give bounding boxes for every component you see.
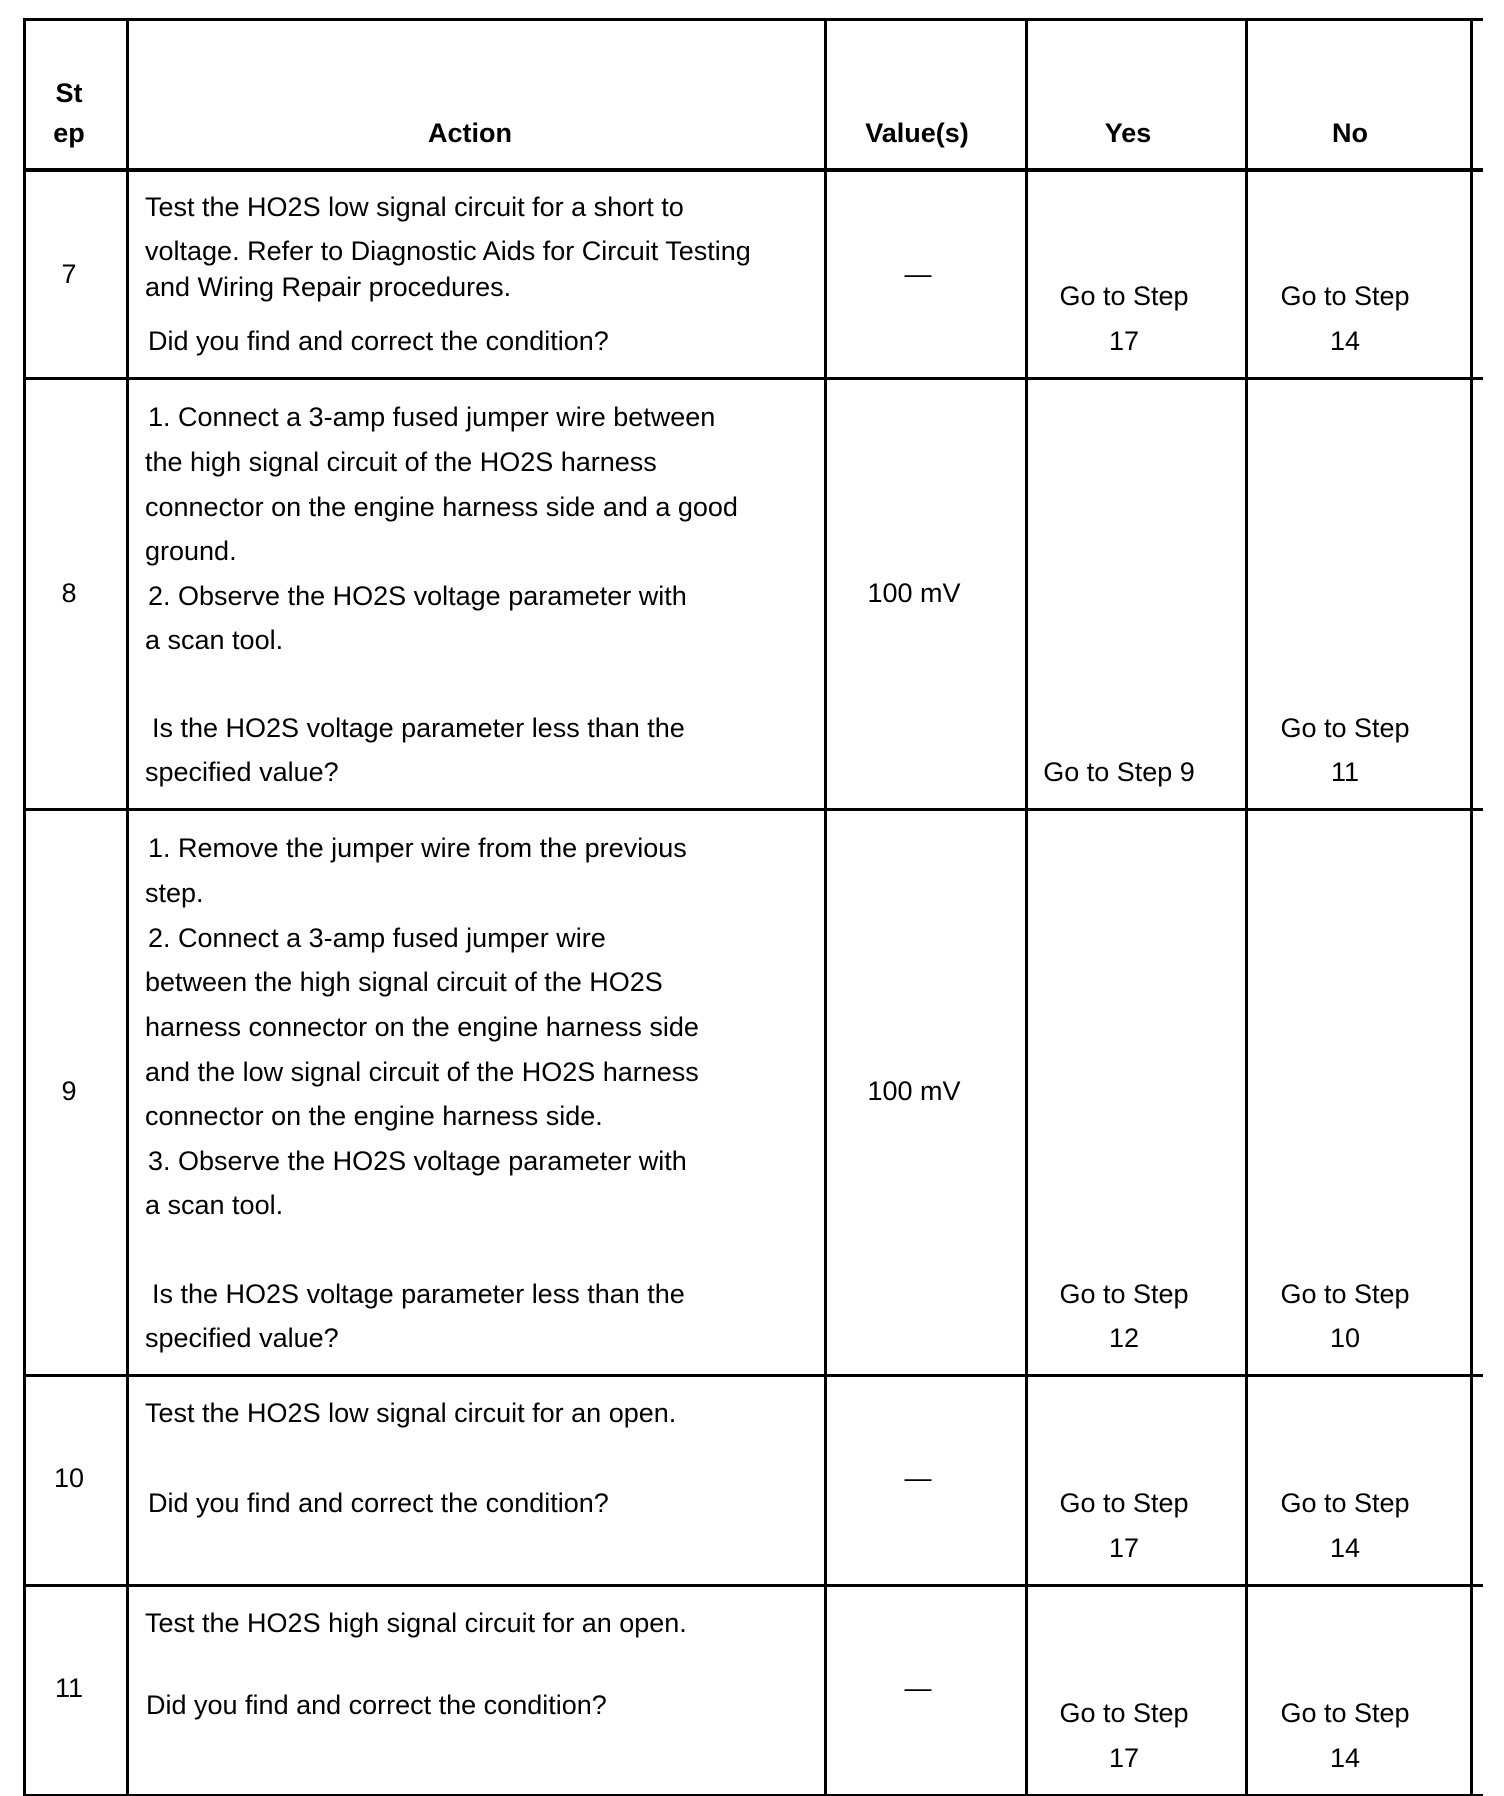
action-text-line: ground. <box>145 536 237 566</box>
action-text-line: 2. Connect a 3-amp fused jumper wire <box>148 923 606 953</box>
yes-result: 17 <box>1108 326 1140 356</box>
no-result: Go to Step <box>1280 1279 1410 1309</box>
no-result: 11 <box>1330 757 1360 787</box>
value-cell: 100 mV <box>867 578 961 608</box>
no-result: Go to Step <box>1280 1698 1410 1728</box>
step-number: 11 <box>54 1673 84 1703</box>
action-text-line: the high signal circuit of the HO2S harness <box>145 447 657 477</box>
column-divider <box>126 18 129 1796</box>
yes-result: Go to Step <box>1059 281 1189 311</box>
yes-result: 17 <box>1108 1743 1140 1773</box>
action-text-line: connector on the engine harness side and a good <box>145 492 738 522</box>
step-number: 9 <box>61 1076 77 1106</box>
action-text-line: voltage. Refer to Diagnostic Aids for Circuit Testing <box>145 236 751 266</box>
action-question: Is the HO2S voltage parameter less than the <box>152 1279 685 1309</box>
header-divider <box>23 168 1483 172</box>
row-divider <box>23 1374 1483 1377</box>
header-yes: Yes <box>1104 118 1152 148</box>
action-question: specified value? <box>145 1323 339 1353</box>
value-cell: — <box>904 1673 932 1703</box>
no-result: 14 <box>1329 326 1361 356</box>
no-result: Go to Step <box>1280 713 1410 743</box>
action-question: Did you find and correct the condition? <box>146 1690 607 1720</box>
yes-result: Go to Step 9 <box>1043 757 1195 787</box>
action-text-line: a scan tool. <box>145 1190 284 1220</box>
yes-result: Go to Step <box>1059 1698 1189 1728</box>
header-no: No <box>1332 118 1368 148</box>
action-text-line: step. <box>145 878 204 908</box>
column-divider <box>1245 18 1248 1796</box>
action-question: Did you find and correct the condition? <box>148 326 609 356</box>
table-border-top <box>23 18 1483 21</box>
column-divider <box>1025 18 1028 1796</box>
action-text-line: Test the HO2S low signal circuit for an open. <box>145 1398 677 1428</box>
no-result: Go to Step <box>1280 281 1410 311</box>
action-text-line: 1. Connect a 3-amp fused jumper wire between <box>148 402 716 432</box>
yes-result: 17 <box>1108 1533 1140 1563</box>
no-result: 14 <box>1329 1743 1361 1773</box>
value-cell: — <box>904 259 932 289</box>
action-text-line: Test the HO2S high signal circuit for an open. <box>145 1608 687 1638</box>
header-step-line1: St <box>55 78 83 108</box>
action-text-line: 2. Observe the HO2S voltage parameter with <box>148 581 687 611</box>
action-text-line: harness connector on the engine harness side <box>145 1012 699 1042</box>
step-number: 7 <box>61 259 77 289</box>
action-text-line: and Wiring Repair procedures. <box>145 272 512 302</box>
header-values: Value(s) <box>865 118 969 148</box>
action-text-line: connector on the engine harness side. <box>145 1101 603 1131</box>
table-border-left <box>23 18 26 1796</box>
value-cell: 100 mV <box>867 1076 961 1106</box>
header-action: Action <box>428 118 512 148</box>
value-cell: — <box>904 1463 932 1493</box>
yes-result: Go to Step <box>1059 1488 1189 1518</box>
yes-result: 12 <box>1108 1323 1140 1353</box>
no-result: 10 <box>1329 1323 1361 1353</box>
action-text-line: between the high signal circuit of the HO2S <box>145 967 663 997</box>
action-text-line: 3. Observe the HO2S voltage parameter with <box>148 1146 687 1176</box>
action-text-line: and the low signal circuit of the HO2S harness <box>145 1057 699 1087</box>
no-result: Go to Step <box>1280 1488 1410 1518</box>
no-result: 14 <box>1329 1533 1361 1563</box>
action-text-line: a scan tool. <box>145 625 284 655</box>
step-number: 10 <box>53 1463 85 1493</box>
row-divider <box>23 377 1483 380</box>
column-divider <box>824 18 827 1796</box>
action-question: Did you find and correct the condition? <box>148 1488 609 1518</box>
header-step-line2: ep <box>53 118 85 148</box>
table-border-right <box>1470 18 1473 1796</box>
action-text-line: Test the HO2S low signal circuit for a short to <box>145 192 684 222</box>
row-divider <box>23 1584 1483 1587</box>
action-question: Is the HO2S voltage parameter less than the <box>152 713 685 743</box>
yes-result: Go to Step <box>1059 1279 1189 1309</box>
step-number: 8 <box>61 578 77 608</box>
action-question: specified value? <box>145 757 339 787</box>
row-divider <box>23 808 1483 811</box>
action-text-line: 1. Remove the jumper wire from the previous <box>148 833 687 863</box>
